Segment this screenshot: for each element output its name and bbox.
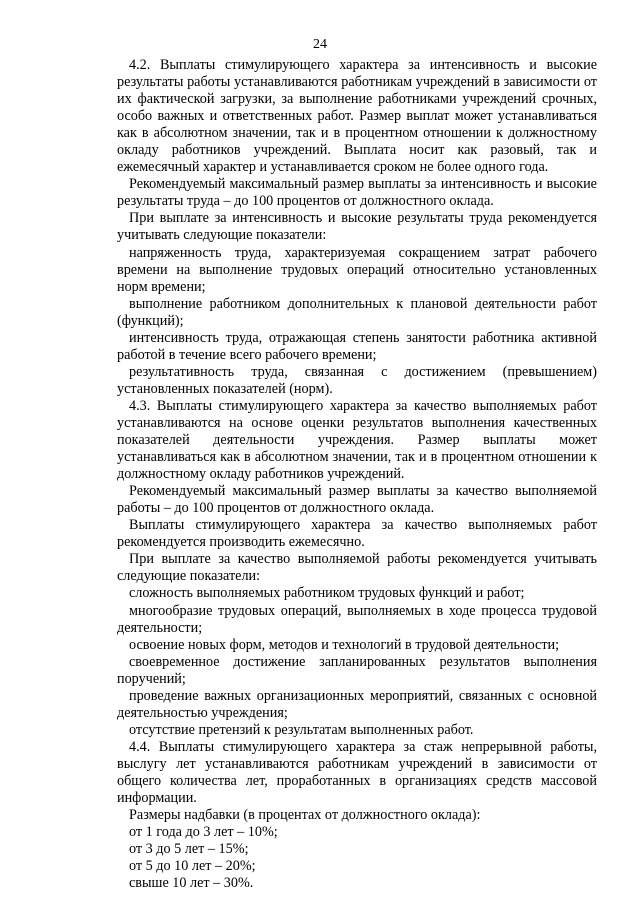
bonus-item: от 1 года до 3 лет – 10%; <box>129 824 278 841</box>
bonus-item: свыше 10 лет – 30%. <box>129 875 254 892</box>
paragraph-4-3: 4.3. Выплаты стимулирующего характера за качество выполняемых работ устанавливаются на основе оценки результатов выполнения качественных показателей деятельности учреждения. Размер выплаты может устанавливаться как в абсолютном значении, так и в процентном отношении к должностному окладу работников учреждений. <box>117 397 597 483</box>
paragraph-bonus-sizes: Размеры надбавки (в процентах от должностного оклада): <box>129 807 481 824</box>
paragraph-intensity-indicators: При выплате за интенсивность и высокие результаты труда рекомендуется учитывать следующие показатели: <box>117 210 597 244</box>
bonus-item: от 5 до 10 лет – 20%; <box>129 858 256 875</box>
indicator-item: отсутствие претензий к результатам выполненных работ. <box>129 721 474 738</box>
page-number: 24 <box>313 37 327 52</box>
paragraph-4-2: 4.2. Выплаты стимулирующего характера за интенсивность и высокие результаты работы устанавливаются работникам учреждений в зависимости от их фактической загрузки, за выполнение работниками учреждений срочных, особо важных и ответственных работ. Размер выплат может устанавливаться как в абсолютном значении, так и в процентном отношении к должностному окладу работников учреждений. Выплата носит как разовый, так и ежемесячный характер и устанавливается сроком не более одного года. <box>117 57 597 176</box>
indicator-item: проведение важных организационных мероприятий, связанных с основной деятельностью учреждения; <box>117 687 597 721</box>
indicator-item: освоение новых форм, методов и технологий в трудовой деятельности; <box>129 636 560 653</box>
paragraph-quality-monthly: Выплаты стимулирующего характера за качество выполняемых работ рекомендуется производить ежемесячно. <box>117 517 597 551</box>
indicator-item: напряженность труда, характеризуемая сокращением затрат рабочего времени на выполнение трудовых операций относительно установленных норм времени; <box>117 244 597 295</box>
indicator-item: интенсивность труда, отражающая степень занятости работника активной работой в течение всего рабочего времени; <box>117 329 597 363</box>
paragraph-4-4: 4.4. Выплаты стимулирующего характера за стаж непрерывной работы, выслугу лет устанавливаются работникам учреждений в зависимости от общего количества лет, проработанных в организациях средств массовой информации. <box>117 738 597 807</box>
indicator-item: многообразие трудовых операций, выполняемых в ходе процесса трудовой деятельности; <box>117 602 597 636</box>
indicator-item: своевременное достижение запланированных результатов выполнения поручений; <box>117 653 597 687</box>
bonus-item: от 3 до 5 лет – 15%; <box>129 841 249 858</box>
indicator-item: сложность выполняемых работником трудовых функций и работ; <box>129 585 525 602</box>
indicator-item: выполнение работником дополнительных к плановой деятельности работ (функций); <box>117 295 597 329</box>
indicator-item: результативность труда, связанная с достижением (превышением) установленных показателей (норм). <box>117 363 597 397</box>
paragraph-max-intensity: Рекомендуемый максимальный размер выплаты за интенсивность и высокие результаты труда – до 100 процентов от должностного оклада. <box>117 176 597 210</box>
paragraph-quality-indicators: При выплате за качество выполняемой работы рекомендуется учитывать следующие показатели: <box>117 551 597 585</box>
document-body <box>117 57 597 892</box>
paragraph-max-quality: Рекомендуемый максимальный размер выплаты за качество выполняемой работы – до 100 процентов от должностного оклада. <box>117 483 597 517</box>
